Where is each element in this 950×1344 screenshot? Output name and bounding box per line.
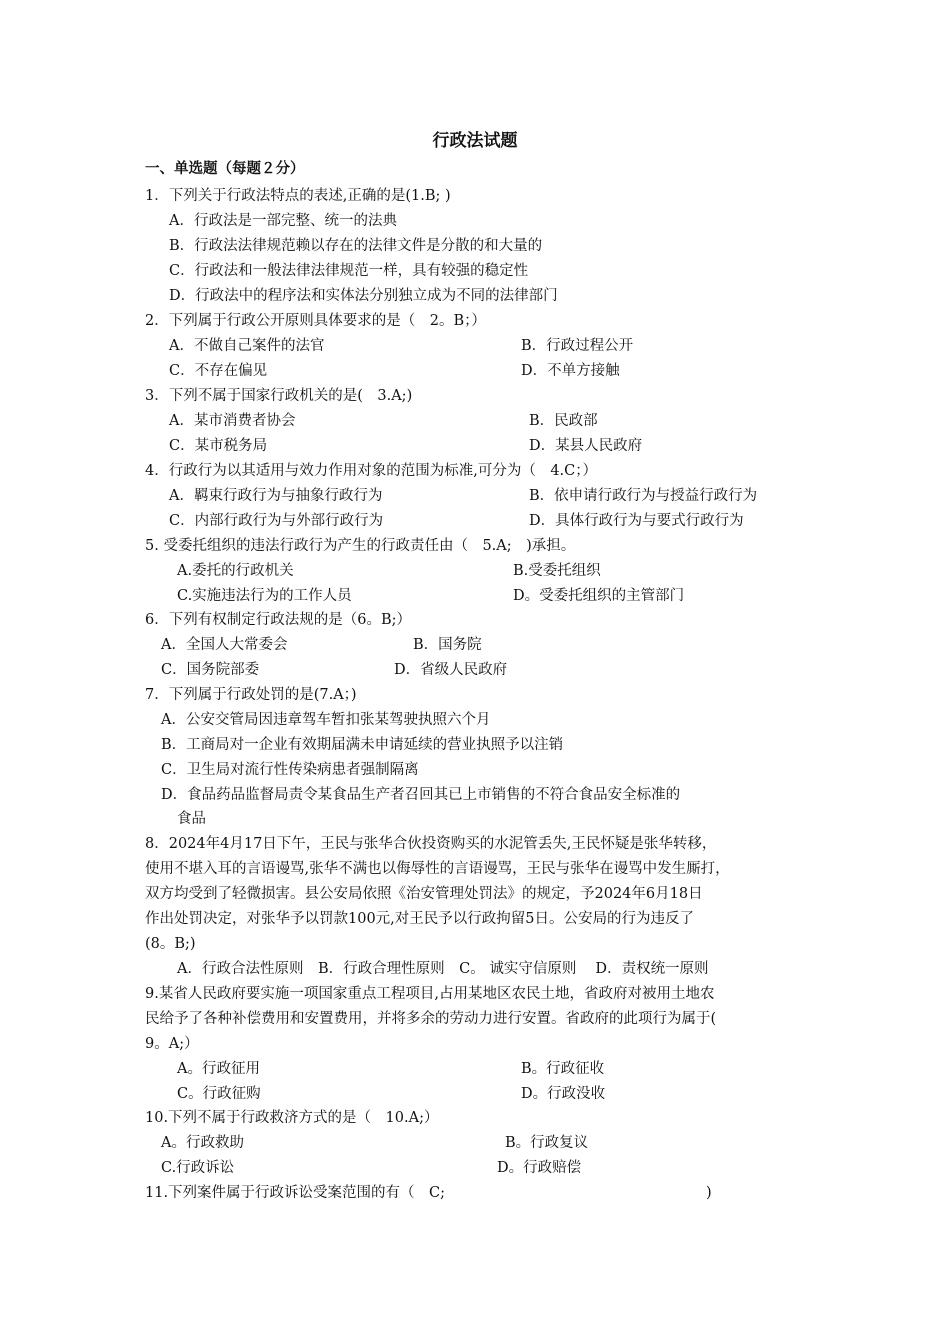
question-5-option-a: A.委托的行政机关: [177, 563, 294, 579]
question-7-stem: 7．下列属于行政处罚的是(7.A；): [145, 687, 357, 703]
question-9-option-a: A。行政征用: [177, 1061, 260, 1077]
question-8-options: A．行政合法性原则 B．行政合理性原则 C。 诚实守信原则 D．责权统一原则: [177, 961, 709, 977]
question-6-option-b: B．国务院: [413, 637, 482, 653]
question-8-line-1: 8．2024年4月17日下午，王民与张华合伙投资购买的水泥管丢失,王民怀疑是张华转移，: [145, 836, 717, 852]
question-10-option-a: A。行政救助: [161, 1135, 244, 1151]
question-1-option-c: C．行政法和一般法律法律规范一样，具有较强的稳定性: [169, 263, 529, 279]
question-10-option-b: B。行政复议: [505, 1135, 589, 1151]
question-2-stem: 2．下列属于行政公开原则具体要求的是（ 2。B；）: [145, 313, 486, 329]
question-9-option-d: D。行政没收: [521, 1086, 606, 1102]
question-1-option-b: B．行政法法律规范赖以存在的法律文件是分散的和大量的: [169, 238, 543, 254]
question-2-option-a: A．不做自己案件的法官: [169, 338, 325, 354]
question-5-option-d: D。受委托组织的主管部门: [513, 588, 685, 604]
question-10-option-d: D。行政赔偿: [497, 1160, 582, 1176]
section-heading: 一、单选题（每题２分）: [145, 160, 305, 177]
question-6-option-c: C．国务院部委: [161, 662, 260, 678]
question-7-option-b: B．工商局对一企业有效期届满未申请延续的营业执照予以注销: [161, 737, 564, 753]
question-10-option-c: C.行政诉讼: [161, 1160, 235, 1176]
question-4-stem: 4．行政行为以其适用与效力作用对象的范围为标准,可分为（ 4.C；）: [145, 463, 598, 479]
question-4-option-d: D．具体行政行为与要式行政行为: [529, 513, 744, 529]
question-3-option-a: A．某市消费者协会: [169, 413, 296, 429]
question-9-line-1: 9.某省人民政府要实施一项国家重点工程项目,占用某地区农民土地，省政府对被用土地农: [145, 986, 715, 1002]
question-2-option-c: C．不存在偏见: [169, 363, 268, 379]
question-7-option-d-continued: 食品: [177, 811, 206, 827]
page-title: 行政法试题: [432, 131, 518, 151]
question-3-option-b: B．民政部: [529, 413, 598, 429]
question-3-stem: 3．下列不属于国家行政机关的是( 3.A;): [145, 388, 413, 404]
question-5-stem: 5. 受委托组织的违法行政行为产生的行政责任由（ 5.A; )承担。: [145, 538, 576, 554]
question-7-option-c: C．卫生局对流行性传染病患者强制隔离: [161, 762, 419, 778]
question-5-option-c: C.实施违法行为的工作人员: [177, 588, 352, 604]
question-1-stem: 1．下列关于行政法特点的表述,正确的是(1.B; ): [145, 188, 451, 204]
question-4-option-a: A．羁束行政行为与抽象行政行为: [169, 488, 383, 504]
question-6-option-a: A．全国人大常委会: [161, 637, 288, 653]
question-5-option-b: B.受委托组织: [513, 563, 601, 579]
question-6-option-d: D．省级人民政府: [394, 662, 508, 678]
question-8-line-2: 使用不堪入耳的言语谩骂,张华不满也以侮辱性的言语谩骂，王民与张华在谩骂中发生厮打，: [145, 861, 730, 877]
question-6-stem: 6．下列有权制定行政法规的是（6。B;）: [145, 612, 411, 628]
question-1-option-a: A．行政法是一部完整、统一的法典: [169, 213, 397, 229]
question-4-option-c: C．内部行政行为与外部行政行为: [169, 513, 384, 529]
question-9-line-2: 民给予了各种补偿费用和安置费用，并将多余的劳动力进行安置。省政府的此项行为属于(: [145, 1011, 717, 1027]
question-11-answer-close: ): [706, 1185, 712, 1201]
question-9-option-c: C。行政征购: [177, 1086, 261, 1102]
question-10-stem: 10.下列不属于行政救济方式的是（ 10.A;）: [145, 1110, 439, 1126]
question-7-option-a: A．公安交管局因违章驾车暂扣张某驾驶执照六个月: [161, 712, 491, 728]
question-8-line-4: 作出处罚决定，对张华予以罚款100元,对王民予以行政拘留5日。公安局的行为违反了: [145, 911, 695, 927]
question-7-option-d: D．食品药品监督局责令某食品生产者召回其已上市销售的不符合食品安全标准的: [161, 787, 681, 803]
question-2-option-d: D．不单方接触: [521, 363, 620, 379]
question-3-option-c: C．某市税务局: [169, 438, 268, 454]
question-9-line-3: 9。A;）: [145, 1036, 199, 1052]
question-4-option-b: B．依申请行政行为与授益行政行为: [529, 488, 758, 504]
question-11-stem: 11.下列案件属于行政诉讼受案范围的有（ C;: [145, 1185, 446, 1201]
question-8-line-5: (8。B;): [145, 936, 196, 952]
question-2-option-b: B．行政过程公开: [521, 338, 634, 354]
question-9-option-b: B。行政征收: [521, 1061, 605, 1077]
question-3-option-d: D．某县人民政府: [529, 438, 643, 454]
question-1-option-d: D．行政法中的程序法和实体法分别独立成为不同的法律部门: [169, 288, 558, 304]
question-8-line-3: 双方均受到了轻微损害。县公安局依照《治安管理处罚法》的规定，予2024年6月18日: [145, 886, 703, 902]
